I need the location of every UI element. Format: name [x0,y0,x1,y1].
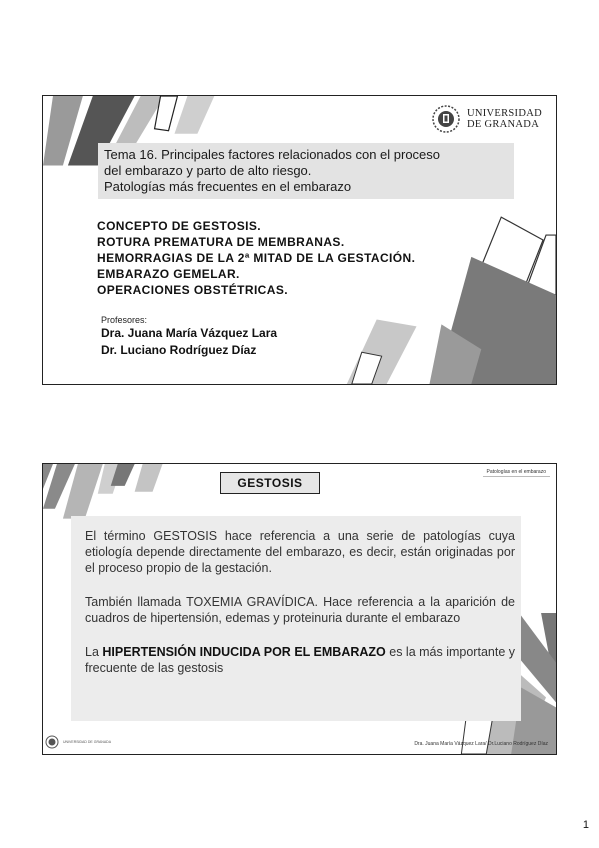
university-logo [431,104,542,134]
topic-item: EMBARAZO GEMELAR. [97,267,240,281]
para3-prefix: La [85,645,103,659]
professor-name: Dra. Juana María Vázquez Lara [101,326,278,340]
topic-item: CONCEPTO DE GESTOSIS. [97,219,261,233]
paragraph-hypertension [85,644,515,676]
title-line-2: del embarazo y parto de alto riesgo. [104,163,312,178]
lecture-title-box [98,143,514,199]
professors-label: Profesores: [101,315,148,325]
footer-logo [45,735,111,749]
professor-name: Dr. Luciano Rodríguez Díaz [101,343,257,357]
topic-item: ROTURA PREMATURA DE MEMBRANAS. [97,235,345,249]
paragraph-toxemia: También llamada TOXEMIA GRAVÍDICA. Hace referencia a la aparición de cuadros de hipertensión, edemas y proteinuria durante el embarazo [85,595,515,625]
topic-item: OPERACIONES OBSTÉTRICAS. [97,283,288,297]
topic-item: HEMORRAGIAS DE LA 2ª MITAD DE LA GESTACIÓN. [97,251,416,265]
para3-suffix: es la más importante y frecuente de las gestosis [85,645,515,675]
footer-authors: Dra. Juana María Vázquez Lara/ Dr.Luciano Rodríguez Díaz [414,741,548,747]
topic-list [97,218,415,298]
topic-tag: Patologías en el embarazo [483,468,550,477]
page-number: 1 [582,819,589,831]
slide-heading: GESTOSIS [220,472,320,494]
university-seal-icon [431,104,461,134]
title-line-3: Patologías más frecuentes en el embarazo [104,179,352,194]
university-name-line2: DE GRANADA [466,119,540,130]
footer-university-text: UNIVERSIDAD DE GRANADA [63,740,112,744]
university-name-line1: UNIVERSIDAD [466,108,542,119]
para3-bold: HIPERTENSIÓN INDUCIDA POR EL EMBARAZO [102,645,386,659]
content-box [71,516,521,721]
title-line-1: Tema 16. Principales factores relacionados con el proceso [104,147,441,162]
professors-list [101,325,277,359]
slide-1 [42,95,557,385]
university-seal-icon [45,735,59,749]
paragraph-definition: El término GESTOSIS hace referencia a una serie de patologías cuya etiología depende directamente del embarazo, es decir, están originadas por el proceso propio de la gestación. [85,529,515,575]
slide-2 [42,463,557,755]
